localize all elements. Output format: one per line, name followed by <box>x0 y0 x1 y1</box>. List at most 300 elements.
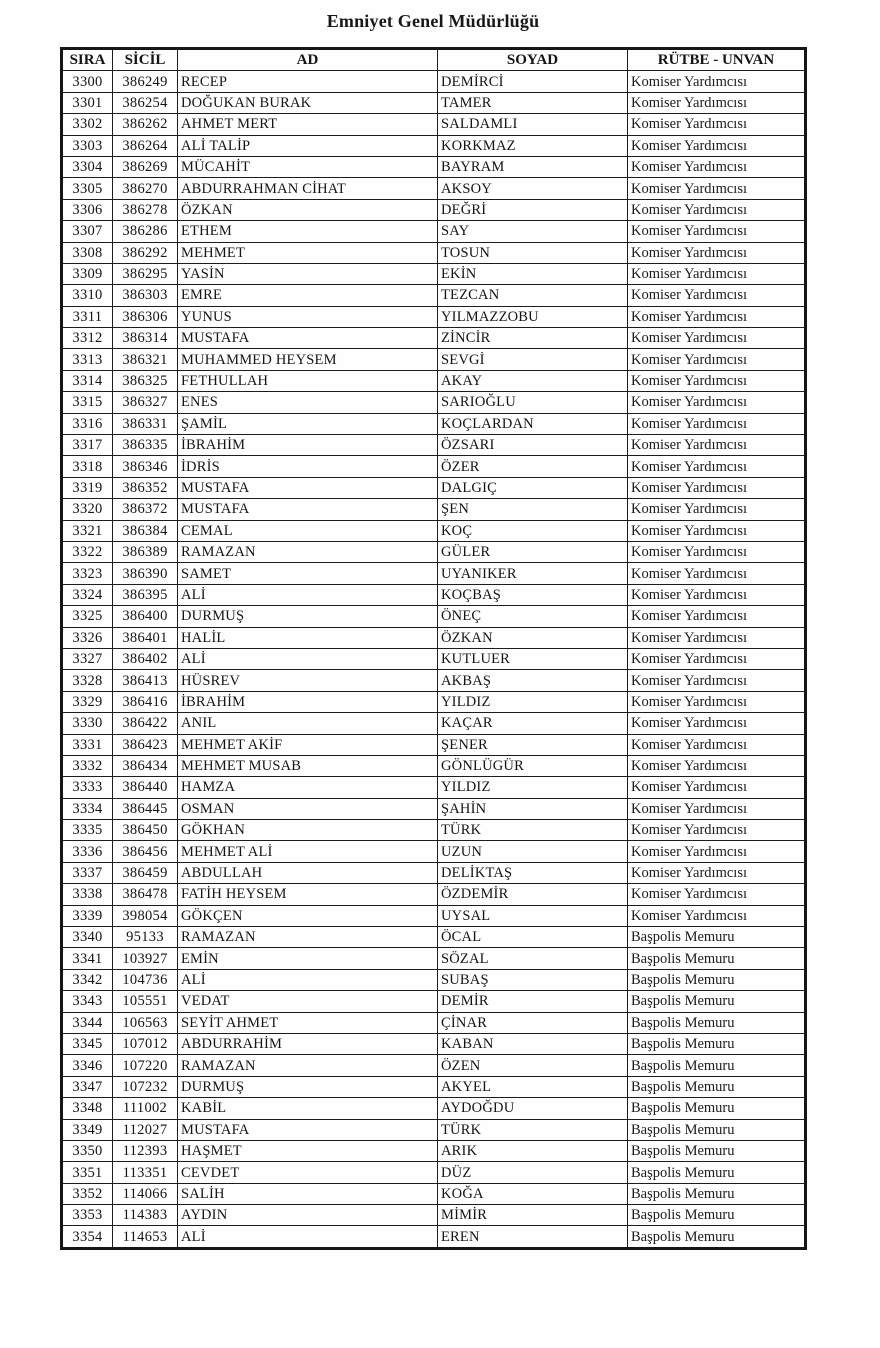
cell-rutbe: Komiser Yardımcısı <box>628 456 806 477</box>
cell-sira: 3347 <box>62 1076 113 1097</box>
table-row <box>62 969 806 990</box>
cell-sicil: 386327 <box>113 392 178 413</box>
cell-rutbe: Başpolis Memuru <box>628 927 806 948</box>
cell-soyad: ÖZER <box>438 456 628 477</box>
table-row <box>62 306 806 327</box>
cell-sicil: 114653 <box>113 1226 178 1248</box>
cell-ad: ETHEM <box>178 221 438 242</box>
cell-soyad: KOÇ <box>438 520 628 541</box>
cell-soyad: ŞEN <box>438 499 628 520</box>
cell-sicil: 386413 <box>113 670 178 691</box>
cell-ad: SAMET <box>178 563 438 584</box>
cell-sicil: 386390 <box>113 563 178 584</box>
cell-sicil: 386384 <box>113 520 178 541</box>
cell-rutbe: Başpolis Memuru <box>628 1055 806 1076</box>
table-row <box>62 392 806 413</box>
cell-rutbe: Başpolis Memuru <box>628 1033 806 1054</box>
cell-ad: AHMET MERT <box>178 114 438 135</box>
table-row <box>62 520 806 541</box>
cell-rutbe: Komiser Yardımcısı <box>628 349 806 370</box>
cell-sira: 3323 <box>62 563 113 584</box>
cell-rutbe: Komiser Yardımcısı <box>628 606 806 627</box>
cell-soyad: MİMİR <box>438 1205 628 1226</box>
cell-ad: ABDURRAHMAN CİHAT <box>178 178 438 199</box>
cell-rutbe: Komiser Yardımcısı <box>628 370 806 391</box>
cell-sicil: 386456 <box>113 841 178 862</box>
col-header-sira: SIRA <box>62 49 113 71</box>
cell-ad: EMRE <box>178 285 438 306</box>
cell-sicil: 386445 <box>113 798 178 819</box>
cell-ad: HÜSREV <box>178 670 438 691</box>
cell-sicil: 386416 <box>113 691 178 712</box>
cell-soyad: UYANIKER <box>438 563 628 584</box>
cell-soyad: DALGIÇ <box>438 477 628 498</box>
cell-sicil: 107220 <box>113 1055 178 1076</box>
cell-rutbe: Başpolis Memuru <box>628 1098 806 1119</box>
table-row <box>62 606 806 627</box>
cell-sicil: 386423 <box>113 734 178 755</box>
cell-soyad: GÖNLÜGÜR <box>438 755 628 776</box>
cell-sicil: 386278 <box>113 199 178 220</box>
table-row <box>62 1076 806 1097</box>
table-row <box>62 328 806 349</box>
cell-soyad: GÜLER <box>438 541 628 562</box>
cell-sira: 3342 <box>62 969 113 990</box>
table-row <box>62 713 806 734</box>
cell-sicil: 386264 <box>113 135 178 156</box>
cell-sicil: 386314 <box>113 328 178 349</box>
table-row <box>62 370 806 391</box>
cell-ad: KABİL <box>178 1098 438 1119</box>
cell-soyad: KAÇAR <box>438 713 628 734</box>
table-row <box>62 242 806 263</box>
cell-sira: 3311 <box>62 306 113 327</box>
cell-rutbe: Başpolis Memuru <box>628 1140 806 1161</box>
cell-ad: OSMAN <box>178 798 438 819</box>
cell-sicil: 105551 <box>113 991 178 1012</box>
cell-ad: FATİH HEYSEM <box>178 884 438 905</box>
cell-sicil: 114066 <box>113 1183 178 1204</box>
cell-sicil: 104736 <box>113 969 178 990</box>
cell-sicil: 111002 <box>113 1098 178 1119</box>
cell-soyad: AYDOĞDU <box>438 1098 628 1119</box>
cell-soyad: YILDIZ <box>438 691 628 712</box>
table-row <box>62 541 806 562</box>
table-row <box>62 114 806 135</box>
cell-sicil: 114383 <box>113 1205 178 1226</box>
cell-sira: 3326 <box>62 627 113 648</box>
cell-rutbe: Başpolis Memuru <box>628 1226 806 1248</box>
cell-rutbe: Başpolis Memuru <box>628 1012 806 1033</box>
cell-sicil: 95133 <box>113 927 178 948</box>
cell-soyad: KOÇLARDAN <box>438 413 628 434</box>
cell-sicil: 386450 <box>113 820 178 841</box>
cell-rutbe: Komiser Yardımcısı <box>628 92 806 113</box>
table-row <box>62 798 806 819</box>
cell-sira: 3310 <box>62 285 113 306</box>
cell-rutbe: Komiser Yardımcısı <box>628 499 806 520</box>
cell-rutbe: Komiser Yardımcısı <box>628 841 806 862</box>
cell-soyad: ÖNEÇ <box>438 606 628 627</box>
cell-ad: RAMAZAN <box>178 1055 438 1076</box>
cell-rutbe: Komiser Yardımcısı <box>628 135 806 156</box>
cell-ad: ABDULLAH <box>178 862 438 883</box>
cell-rutbe: Komiser Yardımcısı <box>628 263 806 284</box>
cell-ad: EMİN <box>178 948 438 969</box>
cell-soyad: SUBAŞ <box>438 969 628 990</box>
cell-soyad: ÖZEN <box>438 1055 628 1076</box>
cell-soyad: BAYRAM <box>438 156 628 177</box>
table-body <box>62 71 806 1248</box>
cell-sicil: 398054 <box>113 905 178 926</box>
cell-rutbe: Komiser Yardımcısı <box>628 178 806 199</box>
table-row <box>62 178 806 199</box>
cell-soyad: AKAY <box>438 370 628 391</box>
cell-sicil: 386270 <box>113 178 178 199</box>
cell-rutbe: Komiser Yardımcısı <box>628 520 806 541</box>
cell-sicil: 386422 <box>113 713 178 734</box>
cell-sira: 3332 <box>62 755 113 776</box>
table-row <box>62 156 806 177</box>
cell-sicil: 386331 <box>113 413 178 434</box>
cell-ad: ALİ TALİP <box>178 135 438 156</box>
cell-soyad: SÖZAL <box>438 948 628 969</box>
cell-sira: 3335 <box>62 820 113 841</box>
cell-rutbe: Başpolis Memuru <box>628 969 806 990</box>
cell-soyad: ÇİNAR <box>438 1012 628 1033</box>
cell-soyad: UZUN <box>438 841 628 862</box>
cell-sira: 3333 <box>62 777 113 798</box>
table-row <box>62 563 806 584</box>
cell-soyad: KABAN <box>438 1033 628 1054</box>
cell-sicil: 386321 <box>113 349 178 370</box>
cell-rutbe: Komiser Yardımcısı <box>628 884 806 905</box>
cell-rutbe: Başpolis Memuru <box>628 991 806 1012</box>
cell-rutbe: Komiser Yardımcısı <box>628 777 806 798</box>
cell-ad: RAMAZAN <box>178 927 438 948</box>
table-row <box>62 691 806 712</box>
personnel-table <box>60 47 807 1250</box>
cell-ad: ALİ <box>178 648 438 669</box>
cell-sira: 3349 <box>62 1119 113 1140</box>
cell-sira: 3300 <box>62 71 113 92</box>
cell-rutbe: Komiser Yardımcısı <box>628 627 806 648</box>
cell-ad: MUSTAFA <box>178 477 438 498</box>
cell-ad: ÖZKAN <box>178 199 438 220</box>
cell-soyad: SEVGİ <box>438 349 628 370</box>
cell-ad: MEHMET MUSAB <box>178 755 438 776</box>
cell-sira: 3317 <box>62 435 113 456</box>
table-row <box>62 1033 806 1054</box>
cell-soyad: KOÇBAŞ <box>438 584 628 605</box>
cell-ad: CEVDET <box>178 1162 438 1183</box>
cell-sira: 3308 <box>62 242 113 263</box>
cell-ad: DOĞUKAN BURAK <box>178 92 438 113</box>
cell-ad: MÜCAHİT <box>178 156 438 177</box>
table-row <box>62 477 806 498</box>
cell-sicil: 386295 <box>113 263 178 284</box>
cell-rutbe: Başpolis Memuru <box>628 1162 806 1183</box>
cell-ad: MEHMET <box>178 242 438 263</box>
cell-rutbe: Komiser Yardımcısı <box>628 306 806 327</box>
table-row <box>62 435 806 456</box>
cell-sira: 3350 <box>62 1140 113 1161</box>
cell-soyad: KORKMAZ <box>438 135 628 156</box>
cell-sira: 3354 <box>62 1226 113 1248</box>
cell-sira: 3304 <box>62 156 113 177</box>
cell-ad: ALİ <box>178 969 438 990</box>
cell-rutbe: Komiser Yardımcısı <box>628 691 806 712</box>
table-row <box>62 413 806 434</box>
cell-soyad: DEMİRCİ <box>438 71 628 92</box>
cell-rutbe: Komiser Yardımcısı <box>628 541 806 562</box>
cell-soyad: KOĞA <box>438 1183 628 1204</box>
cell-sira: 3301 <box>62 92 113 113</box>
cell-ad: AYDIN <box>178 1205 438 1226</box>
cell-rutbe: Komiser Yardımcısı <box>628 862 806 883</box>
cell-ad: DURMUŞ <box>178 1076 438 1097</box>
cell-soyad: SAY <box>438 221 628 242</box>
cell-sicil: 386286 <box>113 221 178 242</box>
table-row <box>62 862 806 883</box>
cell-rutbe: Komiser Yardımcısı <box>628 670 806 691</box>
cell-sira: 3336 <box>62 841 113 862</box>
cell-rutbe: Komiser Yardımcısı <box>628 413 806 434</box>
table-row <box>62 927 806 948</box>
cell-soyad: TEZCAN <box>438 285 628 306</box>
cell-soyad: ŞAHİN <box>438 798 628 819</box>
cell-sira: 3334 <box>62 798 113 819</box>
cell-soyad: ÖZKAN <box>438 627 628 648</box>
cell-sira: 3328 <box>62 670 113 691</box>
cell-sicil: 112393 <box>113 1140 178 1161</box>
cell-ad: VEDAT <box>178 991 438 1012</box>
cell-ad: RAMAZAN <box>178 541 438 562</box>
cell-ad: SALİH <box>178 1183 438 1204</box>
cell-sicil: 386249 <box>113 71 178 92</box>
cell-ad: GÖKHAN <box>178 820 438 841</box>
cell-ad: YUNUS <box>178 306 438 327</box>
cell-soyad: TOSUN <box>438 242 628 263</box>
cell-sicil: 386254 <box>113 92 178 113</box>
table-row <box>62 349 806 370</box>
col-header-sicil: SİCİL <box>113 49 178 71</box>
cell-rutbe: Komiser Yardımcısı <box>628 905 806 926</box>
table-row <box>62 1226 806 1248</box>
cell-soyad: SALDAMLI <box>438 114 628 135</box>
cell-rutbe: Komiser Yardımcısı <box>628 285 806 306</box>
cell-sicil: 386401 <box>113 627 178 648</box>
table-row <box>62 627 806 648</box>
cell-rutbe: Komiser Yardımcısı <box>628 820 806 841</box>
cell-ad: FETHULLAH <box>178 370 438 391</box>
table-row <box>62 1205 806 1226</box>
table-row <box>62 263 806 284</box>
cell-sicil: 386402 <box>113 648 178 669</box>
table-row <box>62 1098 806 1119</box>
col-header-ad: AD <box>178 49 438 71</box>
cell-rutbe: Komiser Yardımcısı <box>628 563 806 584</box>
table-header-row <box>62 49 806 71</box>
cell-soyad: ÖCAL <box>438 927 628 948</box>
cell-sira: 3324 <box>62 584 113 605</box>
table-row <box>62 777 806 798</box>
cell-ad: MUSTAFA <box>178 328 438 349</box>
cell-rutbe: Komiser Yardımcısı <box>628 755 806 776</box>
cell-sira: 3337 <box>62 862 113 883</box>
cell-ad: İBRAHİM <box>178 691 438 712</box>
cell-sira: 3314 <box>62 370 113 391</box>
table-row <box>62 1012 806 1033</box>
table-row <box>62 1162 806 1183</box>
cell-ad: MUSTAFA <box>178 499 438 520</box>
cell-rutbe: Başpolis Memuru <box>628 1205 806 1226</box>
cell-rutbe: Başpolis Memuru <box>628 1076 806 1097</box>
table-row <box>62 755 806 776</box>
cell-sicil: 386434 <box>113 755 178 776</box>
cell-sicil: 386269 <box>113 156 178 177</box>
table-row <box>62 456 806 477</box>
cell-soyad: KUTLUER <box>438 648 628 669</box>
cell-soyad: AKSOY <box>438 178 628 199</box>
cell-ad: ANIL <box>178 713 438 734</box>
cell-sira: 3348 <box>62 1098 113 1119</box>
cell-ad: MEHMET AKİF <box>178 734 438 755</box>
cell-sira: 3309 <box>62 263 113 284</box>
cell-soyad: ŞENER <box>438 734 628 755</box>
cell-sicil: 386352 <box>113 477 178 498</box>
cell-rutbe: Komiser Yardımcısı <box>628 199 806 220</box>
cell-sicil: 107232 <box>113 1076 178 1097</box>
cell-ad: MUSTAFA <box>178 1119 438 1140</box>
cell-rutbe: Komiser Yardımcısı <box>628 584 806 605</box>
cell-sicil: 386400 <box>113 606 178 627</box>
cell-ad: YASİN <box>178 263 438 284</box>
cell-sira: 3307 <box>62 221 113 242</box>
cell-rutbe: Başpolis Memuru <box>628 948 806 969</box>
cell-sira: 3325 <box>62 606 113 627</box>
cell-sira: 3305 <box>62 178 113 199</box>
cell-sira: 3339 <box>62 905 113 926</box>
cell-rutbe: Komiser Yardımcısı <box>628 221 806 242</box>
cell-sicil: 386389 <box>113 541 178 562</box>
cell-sira: 3331 <box>62 734 113 755</box>
cell-soyad: EREN <box>438 1226 628 1248</box>
cell-ad: ENES <box>178 392 438 413</box>
table-row <box>62 499 806 520</box>
cell-sicil: 113351 <box>113 1162 178 1183</box>
cell-soyad: EKİN <box>438 263 628 284</box>
cell-sira: 3306 <box>62 199 113 220</box>
table-row <box>62 71 806 92</box>
table-row <box>62 584 806 605</box>
cell-sicil: 112027 <box>113 1119 178 1140</box>
cell-sicil: 386478 <box>113 884 178 905</box>
cell-sicil: 386335 <box>113 435 178 456</box>
cell-rutbe: Başpolis Memuru <box>628 1119 806 1140</box>
cell-rutbe: Komiser Yardımcısı <box>628 648 806 669</box>
cell-sira: 3351 <box>62 1162 113 1183</box>
cell-ad: MUHAMMED HEYSEM <box>178 349 438 370</box>
cell-ad: ALİ <box>178 1226 438 1248</box>
cell-ad: HALİL <box>178 627 438 648</box>
cell-sira: 3316 <box>62 413 113 434</box>
cell-sira: 3338 <box>62 884 113 905</box>
cell-rutbe: Komiser Yardımcısı <box>628 114 806 135</box>
table-row <box>62 135 806 156</box>
cell-sicil: 386372 <box>113 499 178 520</box>
cell-ad: GÖKÇEN <box>178 905 438 926</box>
table-row <box>62 991 806 1012</box>
cell-sicil: 107012 <box>113 1033 178 1054</box>
cell-ad: DURMUŞ <box>178 606 438 627</box>
table-row <box>62 1055 806 1076</box>
cell-sira: 3320 <box>62 499 113 520</box>
cell-rutbe: Komiser Yardımcısı <box>628 392 806 413</box>
cell-sira: 3340 <box>62 927 113 948</box>
cell-sicil: 386292 <box>113 242 178 263</box>
cell-sira: 3344 <box>62 1012 113 1033</box>
cell-soyad: TÜRK <box>438 1119 628 1140</box>
cell-rutbe: Komiser Yardımcısı <box>628 71 806 92</box>
table-row <box>62 905 806 926</box>
cell-sicil: 386459 <box>113 862 178 883</box>
cell-soyad: ZİNCİR <box>438 328 628 349</box>
cell-sicil: 386325 <box>113 370 178 391</box>
cell-soyad: AKYEL <box>438 1076 628 1097</box>
table-row <box>62 948 806 969</box>
col-header-rutbe: RÜTBE - UNVAN <box>628 49 806 71</box>
cell-soyad: DÜZ <box>438 1162 628 1183</box>
cell-ad: ALİ <box>178 584 438 605</box>
table-row <box>62 820 806 841</box>
cell-sicil: 386346 <box>113 456 178 477</box>
cell-rutbe: Komiser Yardımcısı <box>628 734 806 755</box>
cell-rutbe: Komiser Yardımcısı <box>628 328 806 349</box>
cell-ad: ŞAMİL <box>178 413 438 434</box>
cell-sira: 3312 <box>62 328 113 349</box>
table-row <box>62 884 806 905</box>
cell-sicil: 386440 <box>113 777 178 798</box>
cell-soyad: DELİKTAŞ <box>438 862 628 883</box>
cell-rutbe: Komiser Yardımcısı <box>628 242 806 263</box>
cell-sira: 3318 <box>62 456 113 477</box>
table-row <box>62 841 806 862</box>
cell-sicil: 103927 <box>113 948 178 969</box>
cell-sira: 3322 <box>62 541 113 562</box>
cell-sira: 3319 <box>62 477 113 498</box>
table-row <box>62 199 806 220</box>
cell-soyad: YILMAZZOBU <box>438 306 628 327</box>
cell-sira: 3313 <box>62 349 113 370</box>
table-row <box>62 648 806 669</box>
page-title: Emniyet Genel Müdürlüğü <box>326 11 540 31</box>
cell-rutbe: Komiser Yardımcısı <box>628 435 806 456</box>
cell-sira: 3346 <box>62 1055 113 1076</box>
table-row <box>62 670 806 691</box>
cell-sira: 3345 <box>62 1033 113 1054</box>
cell-sira: 3303 <box>62 135 113 156</box>
cell-ad: MEHMET ALİ <box>178 841 438 862</box>
cell-sira: 3330 <box>62 713 113 734</box>
cell-ad: RECEP <box>178 71 438 92</box>
cell-soyad: ARIK <box>438 1140 628 1161</box>
table-row <box>62 1183 806 1204</box>
cell-ad: CEMAL <box>178 520 438 541</box>
cell-ad: İDRİS <box>178 456 438 477</box>
cell-sira: 3343 <box>62 991 113 1012</box>
cell-sira: 3353 <box>62 1205 113 1226</box>
